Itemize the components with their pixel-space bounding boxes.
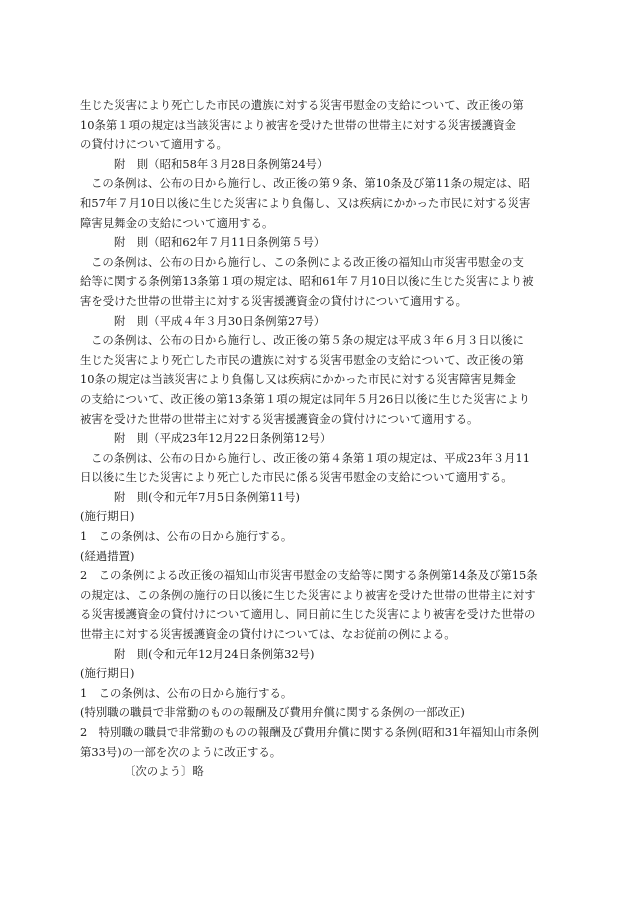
body-text-line: 生じた災害により死亡した市民の遺族に対する災害弔慰金の支給について、改正後の第 bbox=[80, 352, 524, 367]
numbered-paragraph: 1 この条例は、公布の日から施行する。 bbox=[80, 685, 293, 700]
numbered-paragraph: 2 この条例による改正後の福知山市災害弔慰金の支給等に関する条例第14条及び第15条 bbox=[80, 568, 538, 583]
supplementary-provision-heading: 附 則（昭和62年７月11日条例第５号） bbox=[114, 235, 326, 250]
section-caption: (特別職の職員で非常勤のものの報酬及び費用弁償に関する条例の一部改正) bbox=[80, 705, 465, 720]
body-text-line: 第33号)の一部を次のように改正する。 bbox=[80, 744, 282, 759]
section-caption: (経過措置) bbox=[80, 548, 135, 563]
body-text-line: この条例は、公布の日から施行し、この条例による改正後の福知山市災害弔慰金の支 bbox=[91, 254, 524, 269]
body-text-line: の規定は、この条例の施行の日以後に生じた災害により被害を受けた世帯の世帯主に対す bbox=[80, 587, 536, 602]
body-text-line: この条例は、公布の日から施行し、改正後の第９条、第10条及び第11条の規定は、昭 bbox=[91, 176, 531, 191]
supplementary-provision-heading: 附 則（平成23年12月22日条例第12号） bbox=[114, 431, 332, 446]
section-caption: (施行期日) bbox=[80, 509, 135, 524]
omission-note: 〔次のよう〕略 bbox=[124, 764, 204, 779]
supplementary-provision-heading: 附 則(令和元年12月24日条例第32号) bbox=[114, 646, 315, 661]
body-text-line: この条例は、公布の日から施行し、改正後の第５条の規定は平成３年６月３日以後に bbox=[91, 333, 524, 348]
body-text-line: この条例は、公布の日から施行し、改正後の第４条第１項の規定は、平成23年３月11 bbox=[91, 450, 531, 465]
supplementary-provision-heading: 附 則(令和元年7月5日条例第11号) bbox=[114, 489, 300, 504]
body-text-line: 生じた災害により死亡した市民の遺族に対する災害弔慰金の支給について、改正後の第 bbox=[80, 98, 524, 112]
body-text-line: 日以後に生じた災害により死亡した市民に係る災害弔慰金の支給について適用する。 bbox=[80, 470, 513, 485]
body-text-line: 害を受けた世帯の世帯主に対する災害援護資金の貸付けについて適用する。 bbox=[80, 293, 468, 308]
body-text-line: 和57年７月10日以後に生じた災害により負傷し、又は疾病にかかった市民に対する災害 bbox=[80, 195, 531, 210]
section-caption: (施行期日) bbox=[80, 666, 135, 681]
body-text-line: の支給について、改正後の第13条第１項の規定は同年５月26日以後に生じた災害により bbox=[80, 391, 530, 406]
supplementary-provision-heading: 附 則（昭和58年３月28日条例第24号） bbox=[114, 156, 329, 171]
body-text-line: 世帯主に対する災害援護資金の貸付けについては、なお従前の例による。 bbox=[80, 627, 456, 642]
numbered-paragraph: 1 この条例は、公布の日から施行する。 bbox=[80, 529, 293, 544]
body-text-line: の貸付けについて適用する。 bbox=[80, 137, 228, 152]
ordinance-document bbox=[80, 96, 552, 782]
body-text-line: 給等に関する条例第13条第１項の規定は、昭和61年７月10日以後に生じた災害により被 bbox=[80, 274, 534, 289]
body-text-line: 10条第１項の規定は当該災害により被害を受けた世帯の世帯主に対する災害援護資金 bbox=[80, 117, 516, 132]
supplementary-provision-heading: 附 則（平成４年３月30日条例第27号） bbox=[114, 313, 326, 328]
body-text-line: る災害援護資金の貸付けについて適用し、同日前に生じた災害により被害を受けた世帯の bbox=[80, 607, 536, 622]
numbered-paragraph: 2 特別職の職員で非常勤のものの報酬及び費用弁償に関する条例(昭和31年福知山市条例 bbox=[80, 725, 540, 739]
body-text-line: 被害を受けた世帯の世帯主に対する災害援護資金の貸付けについて適用する。 bbox=[80, 411, 479, 426]
body-text-line: 障害見舞金の支給について適用する。 bbox=[80, 215, 274, 230]
body-text-line: 10条の規定は当該災害により負傷し又は疾病にかかった市民に対する災害障害見舞金 bbox=[80, 372, 516, 387]
